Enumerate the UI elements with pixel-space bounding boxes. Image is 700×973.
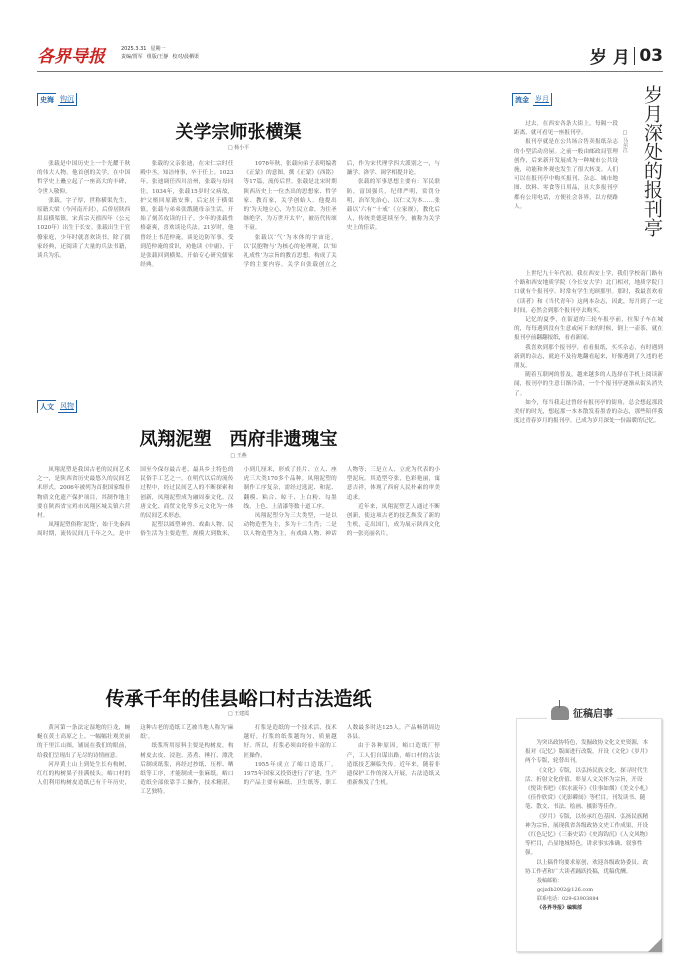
paragraph: 凤翔泥塑分为三大类型，一是以动物造型为主，多为十二生肖；二是以人物造型为主，有戏曲人物、神话人物等；三是立人、立虎为代表的小型泥玩。其造型夸张，色彩艳丽，寓意吉祥，体现了西府人民朴素的审美追求。 xyxy=(243,467,440,538)
tag-main: 流金 xyxy=(512,93,531,106)
newspaper-logo: 各界导报 xyxy=(37,47,105,67)
paragraph: 1955年成立了峪口造纸厂，1975年国家又投资进行了扩建，生产的产品主要有麻纸、卫生纸等，职工人数最多时达125人，产品畅销周边各县。 xyxy=(243,725,440,787)
paragraph: 我喜欢到那个报刊亭，看看报纸，买买杂志，有时遇到新到的杂志，就迫不及待地翻看起来，好像遇到了久违的老朋友。 xyxy=(514,344,663,370)
article-author: □ 杨小平 xyxy=(227,145,250,151)
page-number: 03 xyxy=(639,45,663,66)
tag-sub: 岁月 xyxy=(533,93,552,106)
paragraph: 过去，在西安各条大街上，每隔一段距离，就可看见一座报刊亭。 xyxy=(514,121,618,137)
paragraph: 张载以‘气’为本体的宇宙论，以‘民胞物与’为核心的伦理观，以‘知礼成性’为宗旨的教育思想，构成了关学的主要内容。关学自张载创立之后，作为宋代理学四大派别之一，与濂学、洛学、闽学相提并论。 xyxy=(243,161,440,269)
paragraph: 黄河第一条法定湿地的巨龙，蜿蜒在黄土高原之上。一幅幅壮观美丽的千里江山图，铺展在我们的眼前，给我们呈现出了无尽的诗情画意。 xyxy=(37,725,131,759)
article-title: 凤翔泥塑 西府非遗瑰宝 xyxy=(139,429,338,450)
paragraph: 由于各种原因，峪口造纸厂停产，工人们自谋出路，峪口村的古法造纸技艺濒临失传。近年来，随着非遗保护工作的深入开展，古法造纸又重新焕发了生机。 xyxy=(346,743,440,787)
divider xyxy=(634,47,636,65)
paragraph: 近年来，凤翔泥塑艺人通过不断创新，使这项古老的技艺焕发了新的生机，走出国门，成为展示陕西文化的一张亮丽名片。 xyxy=(346,503,440,538)
article-body xyxy=(37,466,440,659)
paragraph: 打浆是造纸的一个技术活，技术越好，打浆的纸浆越均匀，质量越好。所以，打浆必须由经验丰富的工匠操作。 xyxy=(243,725,337,759)
email-link[interactable]: gcjzdb2002@126.com xyxy=(537,887,593,894)
paragraph: 1076年秋，张载向弟子表明编著《正蒙》的意图，撰《正蒙》《西铭》等17篇，流传后世。张载是北宋时期陕西历史上一位杰出的思想家、哲学家、教育家，关学创始人。他提出的‘为天地立心，为生民立命，为往圣继绝学，为万世开太平’，被历代传颂不衰。 xyxy=(243,161,337,232)
section-tag xyxy=(37,93,77,106)
paragraph: 为突出政协特色，发掘政协文化文史资源，本报对《记忆》版面进行改版，开设《文化》《岁月》两个专版，轮替出刊。 xyxy=(525,740,651,765)
paragraph: 张载是中国历史上一个光耀千秋的伟大人物。他首创的关学，在中国哲学史上矗立起了一座高大的丰碑，令世人敬仰。 xyxy=(37,161,131,195)
article-author: □ 马尔江 xyxy=(622,130,628,153)
section-tag xyxy=(37,400,77,413)
proof-credit: 校对/晨栖渠 xyxy=(172,54,200,60)
paragraph: 《岁月》专版，以传承红色基因、弘扬民族精神为宗旨，展现我省各级政协文史工作成果，开设《红色记忆》《三秦史话》《史海钩沉》《人文风物》等栏目，凸显地域特色，讲求事实准确、叙事性强。 xyxy=(525,813,651,857)
notice-header xyxy=(547,705,617,720)
issue-meta xyxy=(121,45,203,61)
issue-weekday: 星期一 xyxy=(150,46,166,52)
article-body xyxy=(37,724,440,963)
paragraph: 河岸黄土山上到处生长有构树，红红的构树果子挂满枝头。峪口村的人们利用构树皮造纸已有千年历史，这种古老的造纸工艺被当地人称为‘麻纸’。 xyxy=(37,725,234,787)
page-header xyxy=(590,43,663,68)
page-fold-corner xyxy=(648,938,662,952)
article-body-continued xyxy=(514,270,663,693)
paragraph: 随着互联网的普及，越来越多的人选择在手机上阅读新闻，报刊亭的生意日渐冷清，一个个报刊亭逐渐从街头消失了。 xyxy=(514,372,663,397)
tag-main: 史海 xyxy=(37,93,56,106)
paragraph: 凤翔泥塑俗称‘泥货’，始于先秦西周时期，流传民间几千年之久，是中国至今保存最古老、最具乡土特色的民俗手工艺之一。在明代以后的流传过程中，经过民间艺人的不断探索和创新，凤翔泥塑成为融周秦文化、汉唐文化、商贸文化等多元文化为一体的民间艺术形态。 xyxy=(37,467,234,538)
section-tag xyxy=(512,93,552,106)
tag-sub: 钩沉 xyxy=(58,93,77,106)
masthead xyxy=(37,40,663,72)
article-author: □ 王燕 xyxy=(230,453,247,459)
call-for-papers-box xyxy=(516,709,662,952)
notice-contact xyxy=(525,877,653,913)
article-title: 传承千年的佳县峪口村古法造纸 xyxy=(105,688,372,710)
editor-credit: 责编/贾军 xyxy=(121,54,143,60)
email-label: 投稿邮箱： xyxy=(537,878,563,885)
tag-main: 人文 xyxy=(37,400,56,413)
paragraph: 泥塑以圆塑神兽、戏曲人物、民俗生活为主要造型，规模大到数米，小到几厘米，形成了挂片、立人、座虎三大类170多个品种。凤翔泥塑的制作工序复杂，需经过选泥、和泥、翻模、粘合、晾干、上白粉、勾墨线、上色、上清漆等数十道工序。 xyxy=(140,467,337,538)
mailbox-icon xyxy=(551,706,569,720)
paragraph: 以上稿件均要求原创，欢迎各级政协委员、政协工作者和广大读者踊跃投稿，优稿优酬。 xyxy=(525,859,649,875)
paragraph: 上世纪九十年代初，我在西安上学，我们学校南门路有个路和西安地质学院（今长安大学）北门相对，地质学院门口就有个报刊亭。时常有学生光顾那里。那时，我最喜欢看《读者》和《当代青年》这两本杂志，因此，每月到了一定时间，必然会到那个报刊亭去购买。 xyxy=(514,271,663,314)
paragraph: 记忆的夏季，在街道的三轮车报亭前，拉架子车在城的，每每遇到没有生意或闲下来的时候，倒上一壶茶，就在报刊亭前翻翻报纸，看看新闻。 xyxy=(514,317,663,342)
editorial-dept: 《各界导报》编辑部 xyxy=(537,905,583,912)
layout-credit: 组版/王静 xyxy=(146,54,169,60)
notice-title: 征稿启事 xyxy=(573,709,613,720)
article-title: 关学宗师张横渠 xyxy=(175,122,302,143)
paragraph: 报刊亭就是在公共场合售卖报纸杂志的小型活动房屋。之前一般由邮政局管理创作，后来新开发展成为一种城市公共设施，功能和外观也发生了很大转变。人们可以在报刊亭中购买报刊、杂志、城市地图、饮料、零食等日用品，且大多报刊亭都有公用电话，方便社会各界，以方便路人。 xyxy=(514,139,618,210)
phone-number: 联系电话：029-63903884 xyxy=(537,896,599,903)
paragraph: 《文化》专版，以弘扬民族文化、探寻时代生活、折射文化价值、彰显人文关怀为宗旨，开设《悦读书吧》《似水流年》《往事如烟》《美文小札》《佳作欣赏》《光影瞬间》等栏目，刊发读书、随笔、散文、书法、绘画、摄影等佳作。 xyxy=(525,767,651,811)
paragraph: 如今，每当我走过曾经有报刊亭的街角，总会想起那段美好的时光，想起那一本本散发着墨香的杂志，那些陪伴我度过青春岁月的报刊亭，已成为岁月深处一份温暖的记忆。 xyxy=(514,399,663,425)
article-body xyxy=(37,160,440,326)
paragraph: 张载的父亲张迪，在宋仁宗时任殿中丞，知涪州事，卒于任上。1023年，张迪调任四川涪州，张载与母同往。1034年，张载15岁时父病故，护父柩回原籍安葬，后定居于横渠镇，张载与弟弟张戬随母亲生活，开始了刻苦攻读的日子。少年的张载性格豪爽，喜欢谈论兵法。21岁时，他曾经上书范仲淹，谈论边防军事，受到范仲淹的赏识，劝他读《中庸》，于是张载回到横渠，开始专心研究儒家经典。 xyxy=(140,161,234,269)
paragraph: 张载的军事思想主要有：军民联防，富国强兵，纪律严明，赏罚分明，治军先治心，以仁义为本……张载以‘六有’‘十戒’（立家规），教化后人，传统美德延续至今，被称为关学史上的佳话。 xyxy=(346,179,440,232)
paragraph: 张载，字子厚，世称横渠先生，原籍大梁（今河南开封），后侨居陕西眉县横渠镇。宋真宗天禧四年（公元1020年）出生于长安。张载出生于官僚家庭，少年时就喜欢读书，除了儒家经典，还阅读了大量的兵法书籍，谈兵为乐。 xyxy=(37,197,131,260)
article-body xyxy=(514,120,618,267)
tag-sub: 风物 xyxy=(58,400,77,413)
page-name: 岁 月 xyxy=(589,48,630,68)
article-author: □ 王建霞 xyxy=(227,711,250,717)
paragraph: 纸浆所用原料主要是构树皮，构树皮去皮、浸泡、蒸煮、捶打、漂洗后制成纸浆，再经过抄纸、压榨、晒纸等工序，才能制成一张麻纸。峪口造纸全部依靠手工操作，技术精湛，工艺独特。 xyxy=(140,743,234,796)
paragraph: 凤翔泥塑是我国古老的民间艺术之一，是陕西省历史最悠久的民间艺术形式。2006年被列为首批国家级非物质文化遗产保护项目，其制作地主要在陕西省宝鸡市凤翔区城关镇六营村。 xyxy=(37,467,131,520)
issue-date: 2025.3.31 xyxy=(121,46,147,52)
article-title: 岁月深处的报刊亭 xyxy=(641,85,663,237)
notice-body xyxy=(525,739,653,877)
